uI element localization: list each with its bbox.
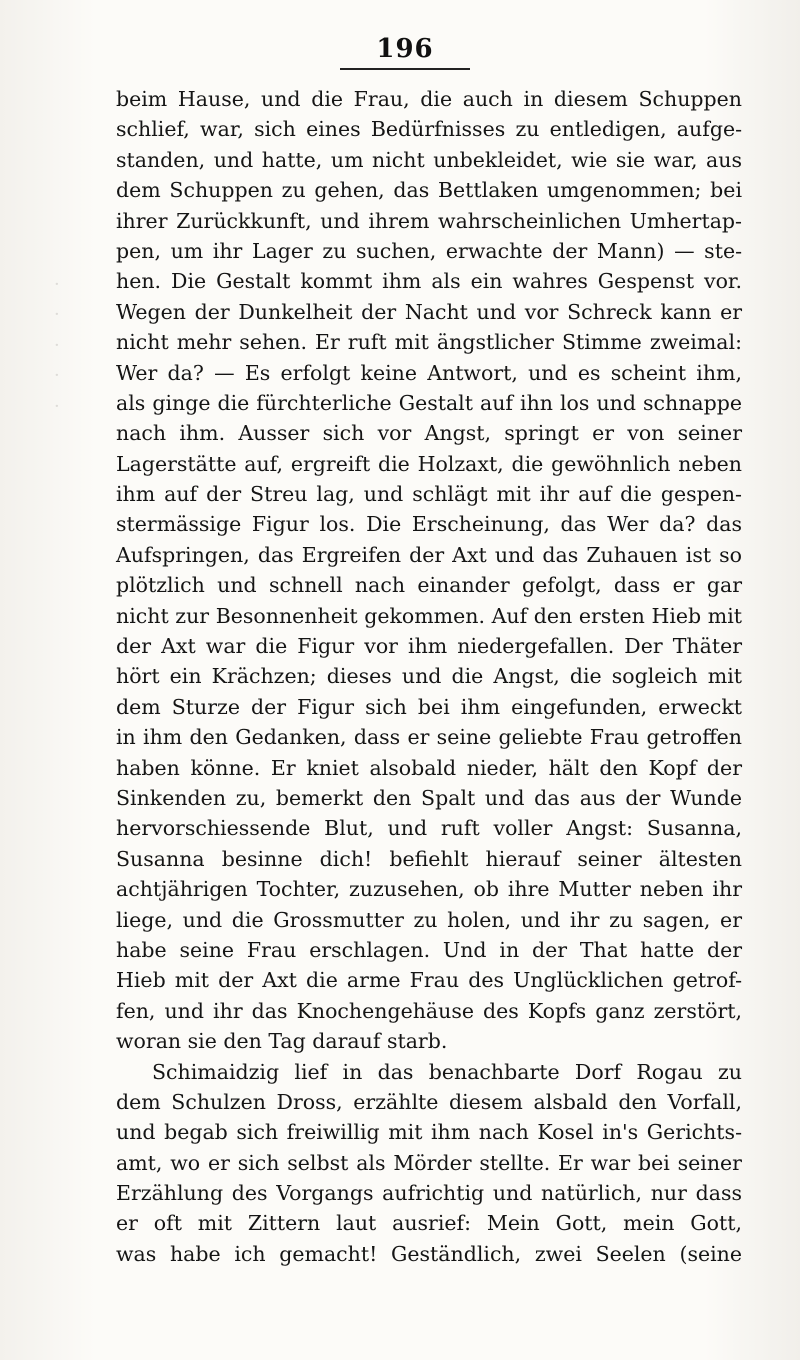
text-line: Erzählung des Vorgangs aufrichtig und natürlich, nur dass <box>116 1181 742 1206</box>
text-line: standen, und hatte, um nicht unbekleidet, wie sie war, aus <box>116 147 742 172</box>
text-line: amt, wo er sich selbst als Mörder stellte. Er war bei seiner <box>116 1150 742 1175</box>
text-line: Aufspringen, das Ergreifen der Axt und das Zuhauen ist so <box>116 542 742 567</box>
text-line: nach ihm. Ausser sich vor Angst, springt er von seiner <box>116 421 742 446</box>
text-line-paragraph-start: Schimaidzig lief in das benachbarte Dorf Rogau zu <box>152 1059 742 1084</box>
text-line: haben könne. Er kniet alsobald nieder, hält den Kopf der <box>116 755 742 780</box>
text-line: dem Schuppen zu gehen, das Bettlaken umgenommen; bei <box>116 178 742 203</box>
text-line: dem Schulzen Dross, erzählte diesem alsbald den Vorfall, <box>116 1089 742 1114</box>
text-line: stermässige Figur los. Die Erscheinung, das Wer da? das <box>116 512 742 537</box>
text-line: nicht zur Besonnenheit gekommen. Auf den ersten Hieb mit <box>116 603 742 628</box>
text-line: habe seine Frau erschlagen. Und in der That hatte der <box>116 937 742 962</box>
header-rule <box>340 68 470 70</box>
text-line: Lagerstätte auf, ergreift die Holzaxt, die gewöhnlich neben <box>116 451 742 476</box>
text-line: ihrer Zurückkunft, und ihrem wahrscheinlichen Umhertap- <box>116 208 742 233</box>
text-line: liege, und die Grossmutter zu holen, und ihr zu sagen, er <box>116 907 742 932</box>
text-line: Hieb mit der Axt die arme Frau des Unglücklichen getrof- <box>116 968 742 993</box>
page-number: 196 <box>376 34 434 64</box>
text-line: als ginge die fürchterliche Gestalt auf ihn los und schnappe <box>116 390 742 415</box>
text-line: plötzlich und schnell nach einander gefolgt, dass er gar <box>116 573 742 598</box>
text-line: fen, und ihr das Knochengehäuse des Kopfs ganz zerstört, <box>116 998 742 1023</box>
text-line: pen, um ihr Lager zu suchen, erwachte der Mann) — ste- <box>116 238 742 263</box>
text-line: schlief, war, sich eines Bedürfnisses zu entledigen, aufge- <box>116 117 742 142</box>
text-line: Sinkenden zu, bemerkt den Spalt und das aus der Wunde <box>116 785 742 810</box>
text-line: achtjährigen Tochter, zuzusehen, ob ihre Mutter neben ihr <box>116 877 742 902</box>
text-line-paragraph-end: woran sie den Tag darauf starb. <box>116 1029 448 1054</box>
text-line: hervorschiessende Blut, und ruft voller Angst: Susanna, <box>116 816 742 841</box>
text-line: hört ein Krächzen; dieses und die Angst, die sogleich mit <box>116 664 742 689</box>
text-line: er oft mit Zittern laut ausrief: Mein Gott, mein Gott, <box>116 1211 742 1236</box>
text-line: hen. Die Gestalt kommt ihm als ein wahres Gespenst vor. <box>116 269 742 294</box>
bleed-through-margin: · · · · · <box>54 274 60 417</box>
text-line: Wegen der Dunkelheit der Nacht und vor Schreck kann er <box>116 299 742 324</box>
text-line: der Axt war die Figur vor ihm niedergefallen. Der Thäter <box>116 634 742 659</box>
body-text <box>116 84 742 1269</box>
text-line: in ihm den Gedanken, dass er seine geliebte Frau getroffen <box>116 725 742 750</box>
text-line: und begab sich freiwillig mit ihm nach Kosel in's Gerichts- <box>116 1120 742 1145</box>
text-line: Susanna besinne dich! befiehlt hierauf seiner ältesten <box>116 846 742 871</box>
text-line: was habe ich gemacht! Geständlich, zwei Seelen (seine <box>116 1241 742 1266</box>
text-line: Wer da? — Es erfolgt keine Antwort, und es scheint ihm, <box>116 360 742 385</box>
text-line: beim Hause, und die Frau, die auch in diesem Schuppen <box>116 87 742 111</box>
text-line: ihm auf der Streu lag, und schlägt mit ihr auf die gespen- <box>116 482 742 507</box>
page-header <box>340 34 470 70</box>
text-line: dem Sturze der Figur sich bei ihm eingefunden, erweckt <box>116 694 742 719</box>
text-line: nicht mehr sehen. Er ruft mit ängstlicher Stimme zweimal: <box>116 330 742 355</box>
